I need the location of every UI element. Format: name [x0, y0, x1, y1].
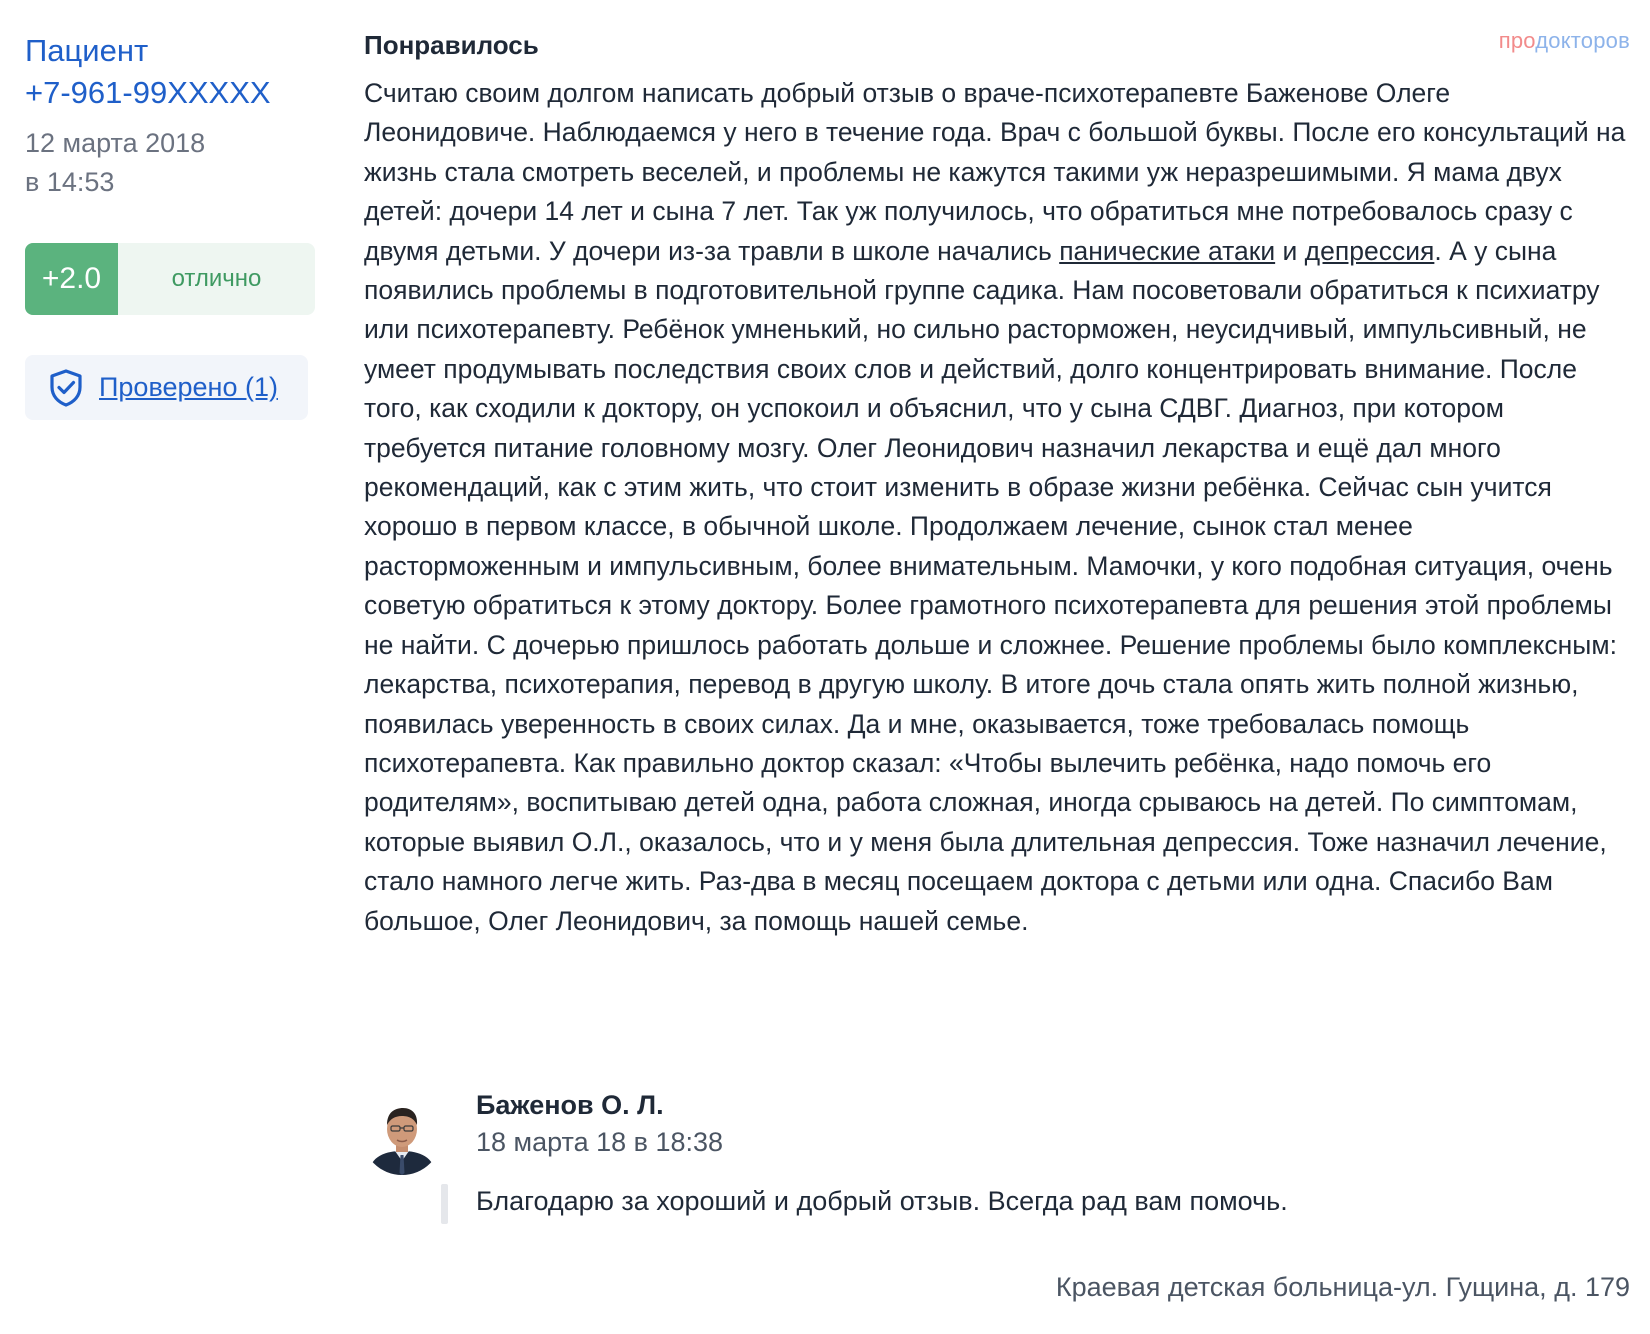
verified-link[interactable]: Проверено (1): [99, 372, 278, 402]
reply-text: Благодарю за хороший и добрый отзыв. Всегда рад вам помочь.: [476, 1186, 1288, 1216]
verified-button[interactable]: [25, 355, 308, 420]
brand-logo-part1: про: [1498, 28, 1536, 53]
panic-attacks-link[interactable]: панические атаки: [1059, 235, 1276, 266]
brand-logo-part2: докторов: [1535, 28, 1630, 53]
shield-check-icon: [45, 367, 87, 409]
review-author[interactable]: [25, 30, 325, 114]
review-text-part1: Считаю своим долгом написать добрый отзыв о враче-психотерапевте Баженове Олеге Леонидовиче. Наблюдаемся у него в течение года. Врач с большой буквы. После его консультаций на жизнь стала смотреть веселей, и проблемы не кажутся такими уж неразрешимыми. Я мама двух детей: дочери 14 лет и сына 7 лет. Так уж получилось, что обратиться мне потребовалось сразу с двумя детьми. У дочери из-за травли в школе начались: [364, 78, 1626, 266]
rating-badge: [25, 243, 315, 315]
review-text-part2: . А у сына появились проблемы в подготовительной группе садика. Нам посоветовали обратиться к психиатру или психотерапевту. Ребёнок умненький, но сильно расторможен, неусидчивый, импульсивный, не умеет продумывать последствия своих слов и действий, долго концентрировать внимание. После того, как сходили к доктору, он успокоил и объяснил, что у сына СДВГ. Диагноз, при котором требуется питание головному мозгу. Олег Леонидович назначил лекарства и ещё дал много рекомендаций, как с этим жить, что стоит изменить в образе жизни ребёнка. Сейчас сын учится хорошо в первом классе, в обычной школе. Продолжаем лечение, сынок стал менее расторможенным и импульсивным, более внимательным. Мамочки, у кого подобная ситуация, очень советую обратиться к этому доктору. Более грамотного психотерапевта для решения этой проблемы не найти. С дочерью пришлось работать дольше и сложнее. Решение проблемы было комплексным: лекарства, психотерапия, перевод в другую школу. В итоге дочь стала опять жить полной жизнью, появилась уверенность в своих силах. Да и мне, оказывается, тоже требовалась помощь психотерапевта. Как правильно доктор сказал: «Чтобы вылечить ребёнка, надо помочь его родителям», воспитываю детей одна, работа сложная, иногда срываюсь на детей. По симптомам, которые выявил О.Л., оказалось, что и у меня была длительная депрессия. Тоже назначил лечение, стало намного легче жить. Раз-два в месяц посещаем доктора с детьми или одна. Спасибо Вам большое, Олег Леонидович, за помощь нашей семье.: [364, 235, 1617, 936]
doctor-avatar[interactable]: [362, 1095, 442, 1175]
review-date-day: 12 марта 2018: [25, 128, 206, 158]
rating-label: отлично: [171, 265, 262, 292]
review-heading: Понравилось: [364, 30, 539, 60]
author-name-link[interactable]: [25, 30, 325, 72]
brand-logo: [1499, 28, 1630, 54]
depression-link[interactable]: депрессия: [1304, 235, 1435, 266]
author-name-line2: +7-961-99XXXXX: [25, 75, 271, 110]
reply-quote-bar: [441, 1184, 448, 1224]
doctor-name[interactable]: Баженов О. Л.: [476, 1090, 664, 1120]
review-text: [364, 74, 1626, 941]
rating-score: +2.0: [25, 243, 118, 315]
clinic-address[interactable]: Краевая детская больница-ул. Гущина, д. 179: [1055, 1272, 1630, 1302]
author-name-line1: Пациент: [25, 33, 149, 68]
author-phone-link[interactable]: [25, 72, 325, 114]
reply-date: 18 марта 18 в 18:38: [476, 1127, 724, 1157]
review-text-and: и: [1275, 235, 1305, 266]
review-date-time: в 14:53: [25, 167, 115, 197]
review-date: [25, 124, 205, 202]
